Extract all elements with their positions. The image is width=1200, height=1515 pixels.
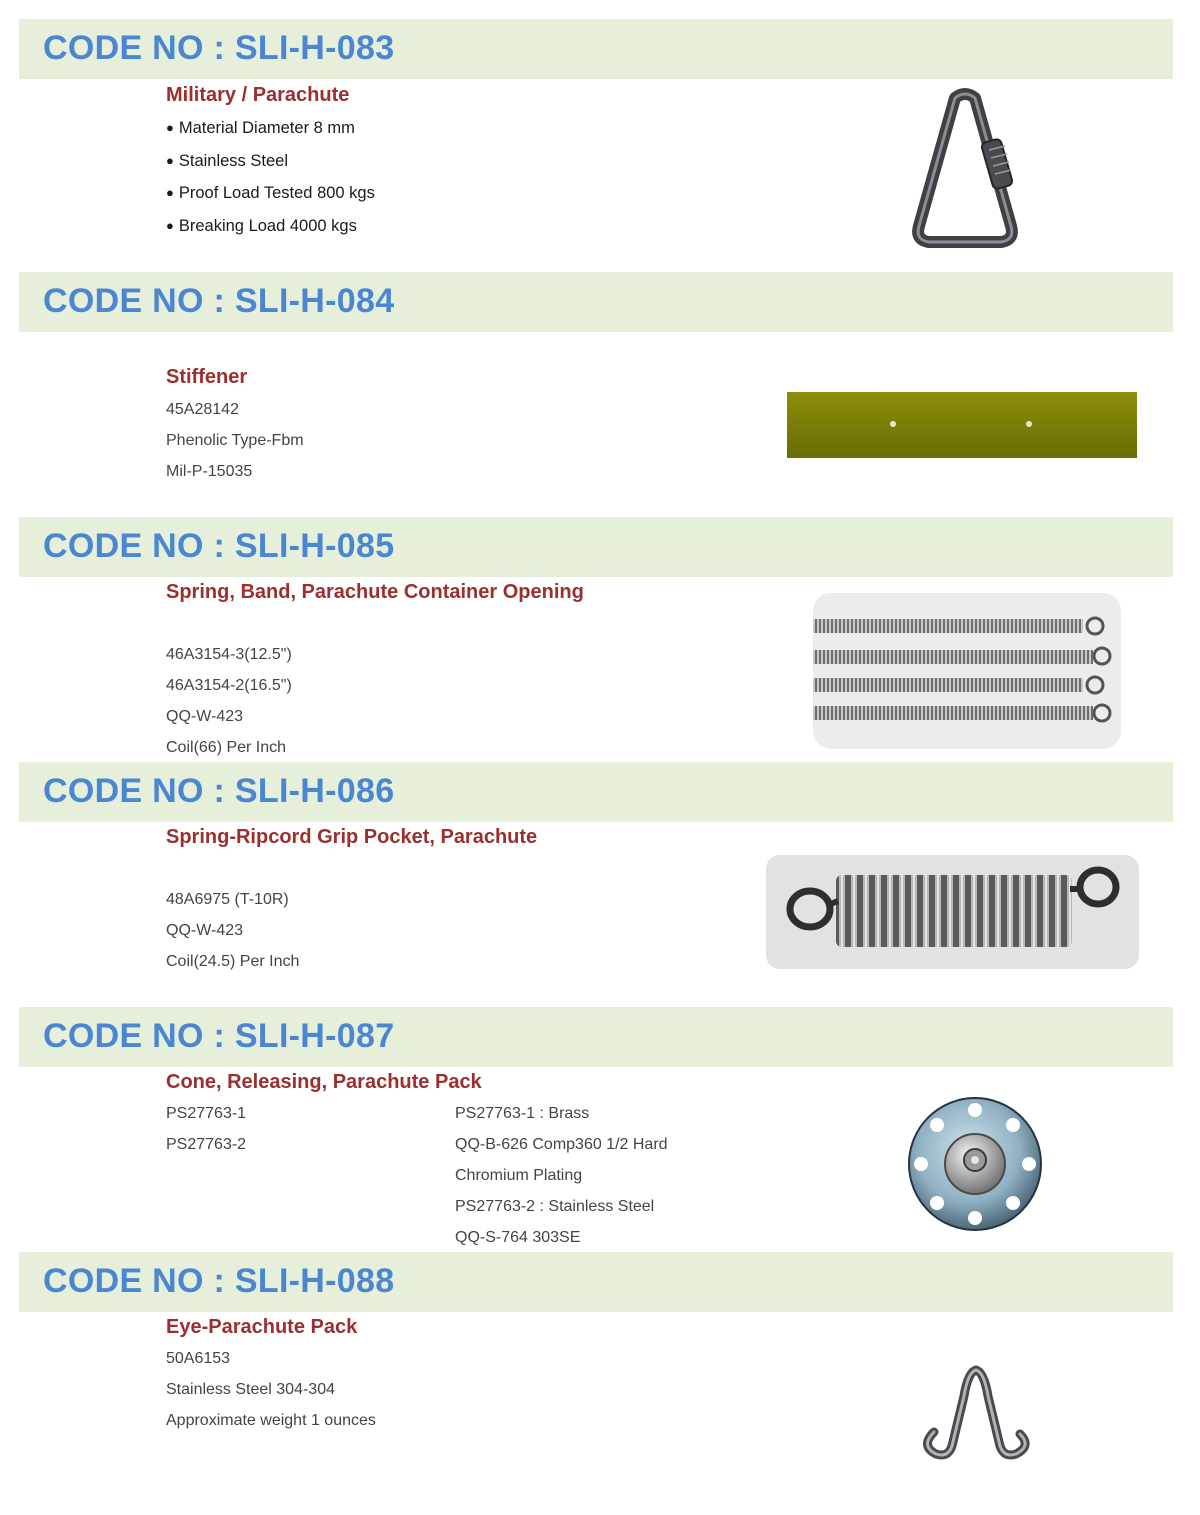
spec-item: ● Proof Load Tested 800 kgs	[166, 177, 375, 210]
code-number: CODE NO : SLI-H-085	[43, 527, 395, 565]
spec-item: 46A3154-3(12.5")	[166, 646, 292, 663]
spec-item: QQ-S-764 303SE	[455, 1229, 581, 1246]
code-number: CODE NO : SLI-H-088	[43, 1262, 395, 1300]
spec-item: PS27763-1	[166, 1105, 247, 1122]
material-spec-list	[455, 1098, 668, 1253]
section-header-085	[19, 517, 1173, 577]
product-title: Stiffener	[166, 366, 248, 388]
spec-item: Phenolic Type-Fbm	[166, 432, 304, 449]
spec-item: 45A28142	[166, 401, 239, 418]
spec-item: Coil(24.5) Per Inch	[166, 953, 300, 970]
section-header-088	[19, 1252, 1173, 1312]
spec-item: QQ-W-423	[166, 708, 244, 725]
spec-item: Stainless Steel 304-304	[166, 1381, 335, 1398]
product-title: Cone, Releasing, Parachute Pack	[166, 1071, 482, 1093]
spec-item: Chromium Plating	[455, 1167, 583, 1184]
spec-item: PS27763-2	[166, 1136, 247, 1153]
section-header-084	[19, 272, 1173, 332]
spec-list	[166, 1343, 376, 1436]
section-header-083	[19, 19, 1173, 79]
ripcord-spring-icon	[766, 855, 1139, 969]
spec-list	[166, 639, 292, 763]
spec-item: ● Material Diameter 8 mm	[166, 112, 375, 145]
eye-wire-hook-icon	[912, 1350, 1042, 1462]
spec-item: Approximate weight 1 ounces	[166, 1412, 376, 1429]
code-number: CODE NO : SLI-H-087	[43, 1017, 395, 1055]
product-title: Eye-Parachute Pack	[166, 1316, 358, 1338]
spec-item: PS27763-1 : Brass	[455, 1105, 590, 1122]
code-number: CODE NO : SLI-H-086	[43, 772, 395, 810]
product-title: Spring-Ripcord Grip Pocket, Parachute	[166, 826, 538, 848]
spec-list	[166, 884, 299, 977]
spec-item: 46A3154-2(16.5")	[166, 677, 292, 694]
spec-item: PS27763-2 : Stainless Steel	[455, 1198, 655, 1215]
part-number-list	[166, 1098, 246, 1160]
product-title: Spring, Band, Parachute Container Opening	[166, 581, 584, 603]
phenolic-stiffener-strip-icon	[787, 392, 1137, 458]
spec-item: QQ-B-626 Comp360 1/2 Hard	[455, 1136, 668, 1153]
spec-list	[166, 112, 375, 242]
section-header-087	[19, 1007, 1173, 1067]
spec-item: Mil-P-15035	[166, 463, 253, 480]
triangle-quick-link-icon	[905, 88, 1025, 252]
spec-item: 48A6975 (T-10R)	[166, 891, 289, 908]
spec-list	[166, 394, 304, 487]
releasing-cone-icon	[905, 1094, 1045, 1234]
code-number: CODE NO : SLI-H-083	[43, 29, 395, 67]
spec-item: ● Stainless Steel	[166, 145, 375, 178]
spring-bands-icon	[813, 593, 1121, 749]
spec-item: ● Breaking Load 4000 kgs	[166, 210, 375, 243]
spec-item: Coil(66) Per Inch	[166, 739, 287, 756]
spec-item: 50A6153	[166, 1350, 231, 1367]
spec-item: QQ-W-423	[166, 922, 244, 939]
section-header-086	[19, 762, 1173, 822]
code-number: CODE NO : SLI-H-084	[43, 282, 395, 320]
product-title: Military / Parachute	[166, 84, 350, 106]
